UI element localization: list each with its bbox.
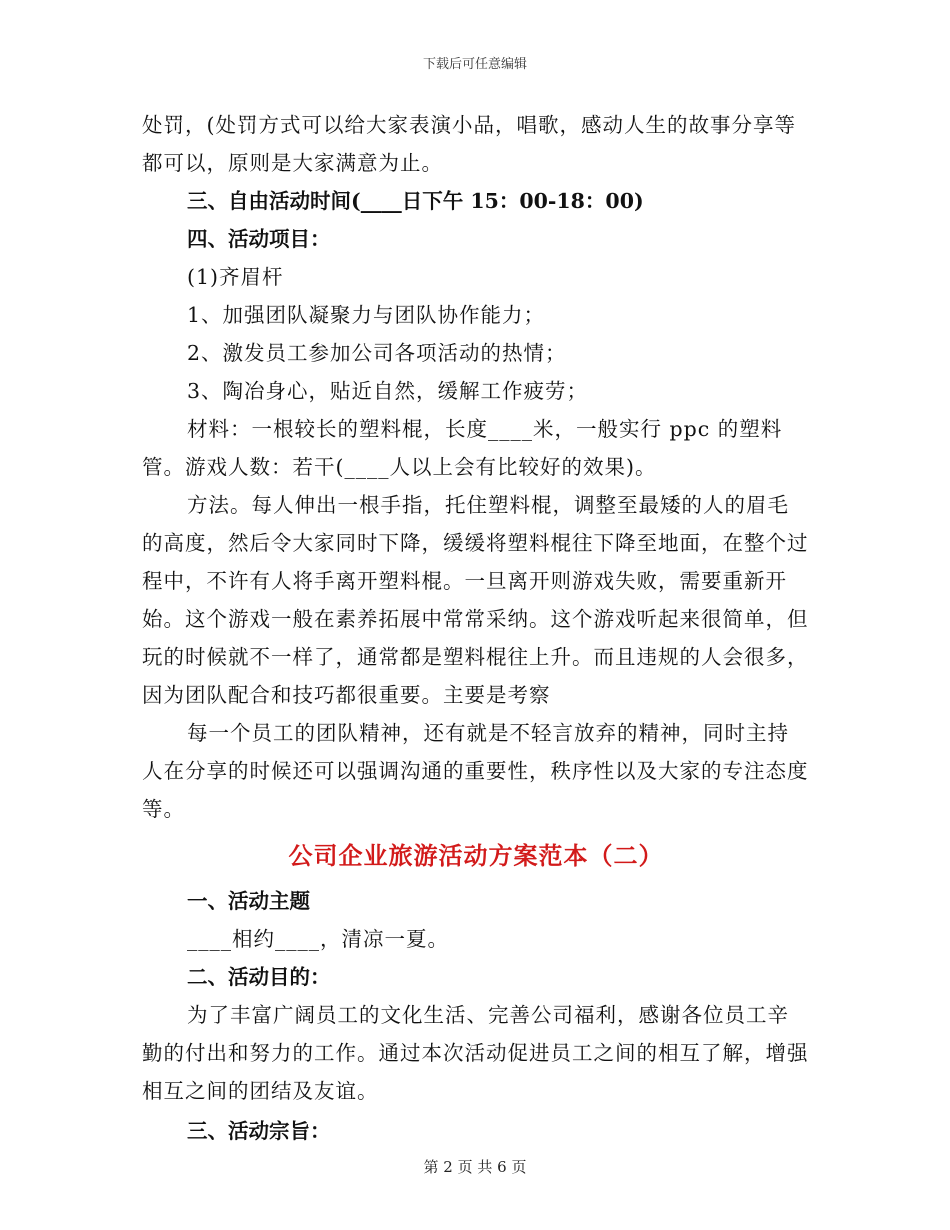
t2-purpose-text: 为了丰富广阔员工的文化生活、完善公司福利，感谢各位员工辛勤的付出和努力的工作。通过本次活动促进员工之间的相互了解，增强相互之间的团结及友谊。 [142,1003,809,1103]
item-qimeigan: (1)齐眉杆 [187,265,284,289]
t2-section-theme: 一、活动主题 [187,889,310,913]
paragraph-penalty: 处罚，(处罚方式可以给大家表演小品，唱歌，感动人生的故事分享等都可以，原则是大家满意为止。 [142,113,796,175]
t2-theme-text: ____相约____，清凉一夏。 [187,927,449,951]
paragraph-materials: 材料：一根较长的塑料棍，长度____米，一般实行 ppc 的塑料管。游戏人数：若干(____人以上会有比较好的效果)。 [142,417,783,479]
list-item-1: 1、加强团队凝聚力与团队协作能力； [187,303,546,327]
paragraph-method: 方法。每人伸出一根手指，托住塑料棍，调整至最矮的人的眉毛的高度，然后令大家同时下降，缓缓将塑料棍往下降至地面，在整个过程中，不许有人将手离开塑料棍。一旦离开则游戏失败，需要重新开始。这个游戏一般在素养拓展中常常采纳。这个游戏听起来很简单，但玩的时候就不一样了，通常都是塑料棍往上升。而且违规的人会很多，因为团队配合和技巧都很重要。主要是考察 [142,493,809,707]
list-item-3: 3、陶冶身心，贴近自然，缓解工作疲劳； [187,379,589,403]
document-body [142,106,810,1150]
t2-section-purpose: 二、活动目的： [187,965,331,989]
section-free-time: 三、自由活动时间(____日下午 15：00-18：00) [187,189,644,213]
t2-section-tenet: 三、活动宗旨： [187,1119,331,1143]
section-title-2: 公司企业旅游活动方案范本（二） [288,841,664,870]
paragraph-team-spirit: 每一个员工的团队精神，还有就是不轻言放弃的精神，同时主持人在分享的时候还可以强调沟通的重要性，秩序性以及大家的专注态度等。 [142,721,809,821]
section-activity-items: 四、活动项目： [187,227,331,251]
page-header-note: 下载后可任意编辑 [422,57,527,72]
list-item-2: 2、激发员工参加公司各项活动的热情； [187,341,567,365]
page-footer: 第 2 页 共 6 页 [423,1158,527,1176]
